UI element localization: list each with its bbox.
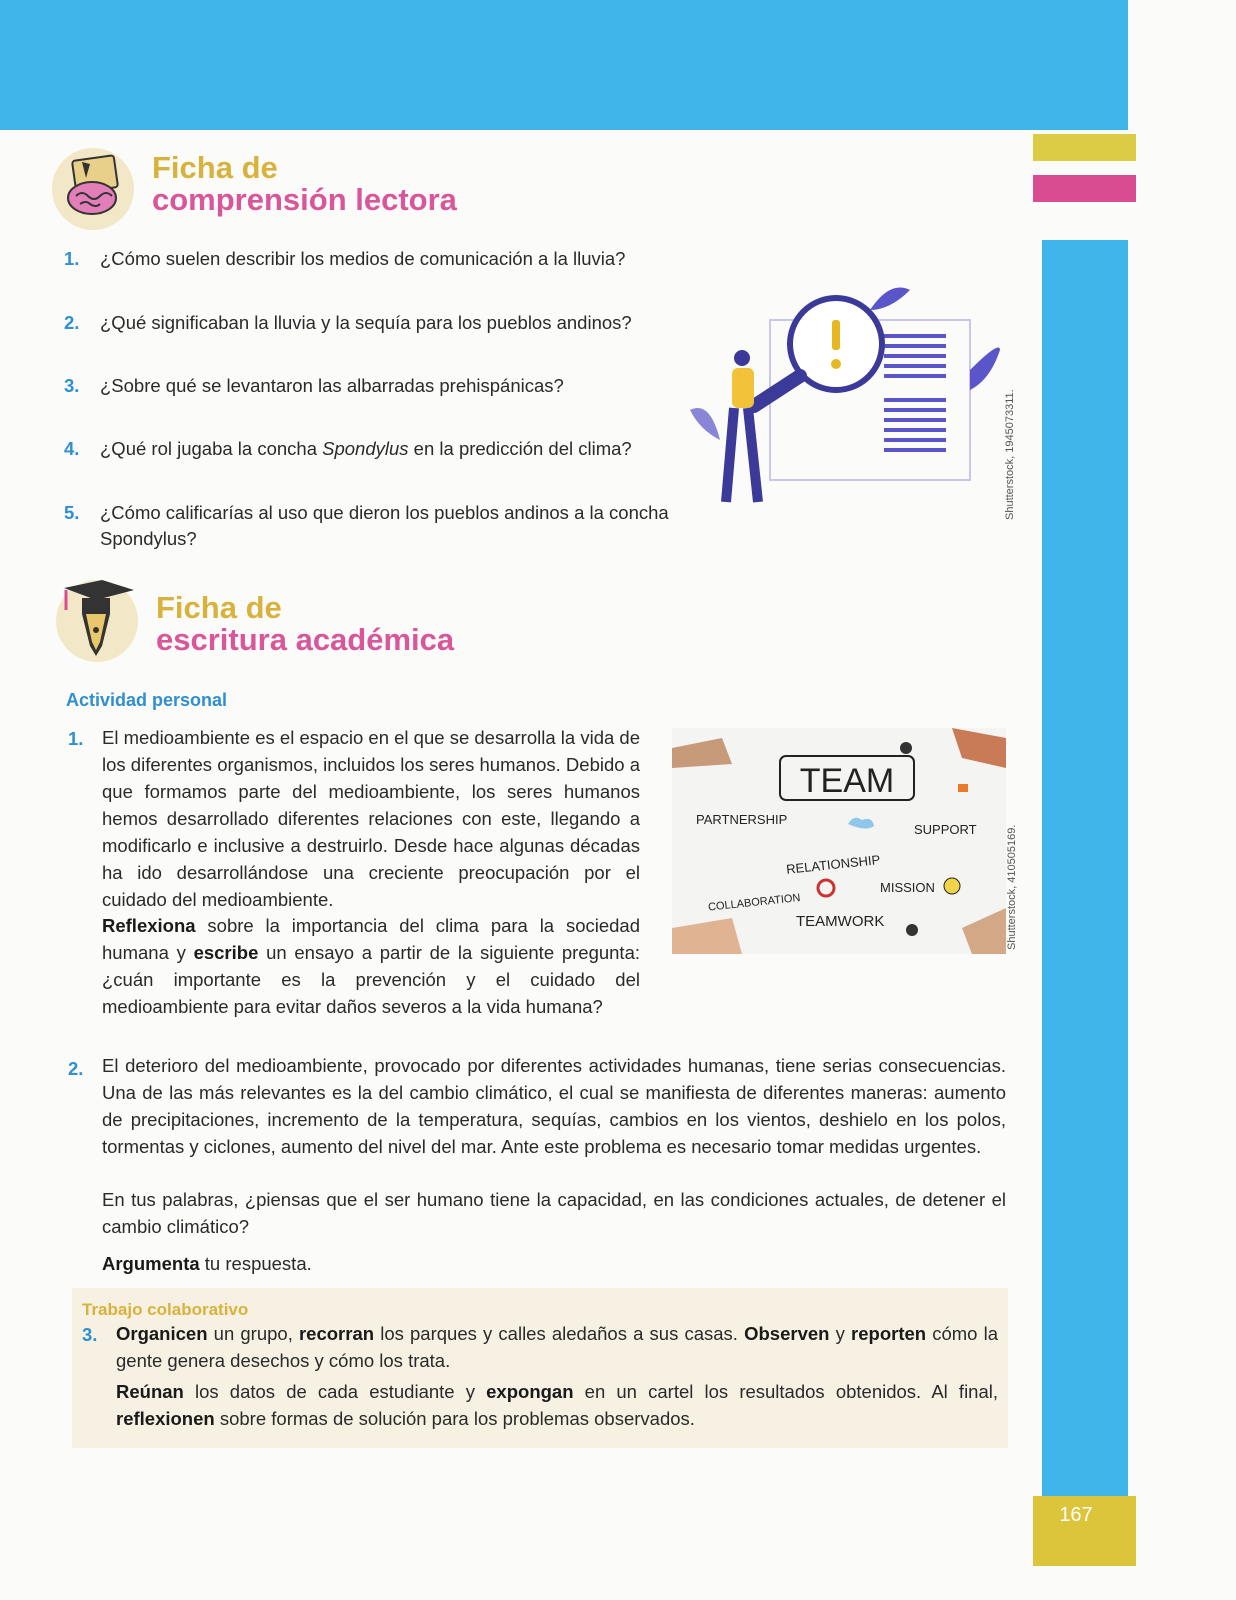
yellow-tab-marker <box>1033 134 1136 161</box>
item-2-question: En tus palabras, ¿piensas que el ser humano tiene la capacidad, en las condiciones actuales, de detener el cambio climático? <box>102 1189 1006 1237</box>
collab-heading: Trabajo colaborativo <box>82 1300 249 1319</box>
question-text: ¿Qué significaban la lluvia y la sequía para los pueblos andinos? <box>100 312 632 333</box>
question-number: 5. <box>64 502 80 523</box>
collaboration-label: COLLABORATION <box>707 891 801 914</box>
section-title-line1: Ficha de <box>152 150 278 185</box>
team-label: TEAM <box>799 762 895 800</box>
section-title-comprension <box>152 152 457 216</box>
question-text: ¿Cómo calificarías al uso que dieron los pueblos andinos a la concha Spondylus? <box>100 502 669 549</box>
item-2-paragraph: El deterioro del medioambiente, provocado por diferentes actividades humanas, tiene serias consecuencias. Una de las más relevantes es la del cambio climático, el cual se manifiesta de diferentes maneras: aumento de precipitaciones, incremento de la temperatura, sequías, cambios en los vientos, deshielo en los polos, tormentas y ciclones, aumento del nivel del mar. Ante este problema es necesario tomar medidas urgentes. <box>102 1055 1006 1157</box>
image-credit-1: Shutterstock, 1945073311. <box>1004 389 1016 520</box>
section-title-line2: comprensión lectora <box>152 182 457 217</box>
question-5 <box>64 500 704 554</box>
mission-label: MISSION <box>880 880 935 895</box>
side-color-strip <box>1042 240 1128 1496</box>
pink-tab-marker <box>1033 175 1136 202</box>
team-concept-photo <box>672 728 1006 954</box>
support-label: SUPPORT <box>914 822 977 837</box>
question-3 <box>64 373 704 399</box>
top-color-band <box>0 0 1128 130</box>
partnership-label: PARTNERSHIP <box>696 812 788 827</box>
question-number: 1. <box>64 248 80 269</box>
question-2 <box>64 310 704 336</box>
section-title-line1: Ficha de <box>156 590 282 625</box>
question-1 <box>64 246 704 272</box>
item-2-instruction: Argumenta tu respuesta. <box>102 1253 312 1274</box>
magnifier-illustration <box>670 280 1010 520</box>
question-text: ¿Qué rol jugaba la concha Spondylus en la predicción del clima? <box>100 438 632 459</box>
subhead-actividad-personal: Actividad personal <box>66 690 228 710</box>
section-title-line2: escritura académica <box>156 622 455 657</box>
question-number: 4. <box>64 438 80 459</box>
item-3-instruction: Reúnan los datos de cada estudiante y expongan en un cartel los resultados obtenidos. Al final, reflexionen sobre formas de solución para los problemas observados. <box>116 1381 999 1429</box>
teamwork-label: TEAMWORK <box>796 913 885 930</box>
item-3-paragraph: Organicen un grupo, recorran los parques y calles aledaños a sus casas. Observen y reporten cómo la gente genera desechos y cómo los trata. <box>116 1323 999 1371</box>
page-number: 167 <box>1059 1504 1093 1526</box>
section-title-escritura <box>156 592 454 656</box>
item-1-instruction: Reflexiona sobre la importancia del clima para la sociedad humana y escribe un ensayo a partir de la siguiente pregunta: ¿cuán importante es la prevención y el cuidado del medioambiente para evitar daños severos a la vida humana? <box>102 915 641 1017</box>
graduation-pen-icon <box>56 580 138 662</box>
relationship-label: RELATIONSHIP <box>785 852 881 877</box>
brain-book-icon <box>52 148 134 230</box>
question-number: 2. <box>64 312 80 333</box>
item-1-paragraph: El medioambiente es el espacio en el que se desarrolla la vida de los diferentes organismos, incluidos los seres humanos. Debido a que formamos parte del medioambiente, los seres humanos hemos desarrollado diferentes relaciones con este, llegando a modificarlo e inclusive a destruirlo. Desde hace algunas décadas ha ido desarrollándose una creciente preocupación por el cuidado del medioambiente. <box>102 727 640 910</box>
question-text: ¿Sobre qué se levantaron las albarradas prehispánicas? <box>100 375 564 396</box>
question-4 <box>64 436 704 462</box>
image-credit-2: Shutterstock, 410505169. <box>1006 824 1018 950</box>
question-text: ¿Cómo suelen describir los medios de comunicación a la lluvia? <box>100 248 626 269</box>
question-number: 3. <box>64 375 80 396</box>
